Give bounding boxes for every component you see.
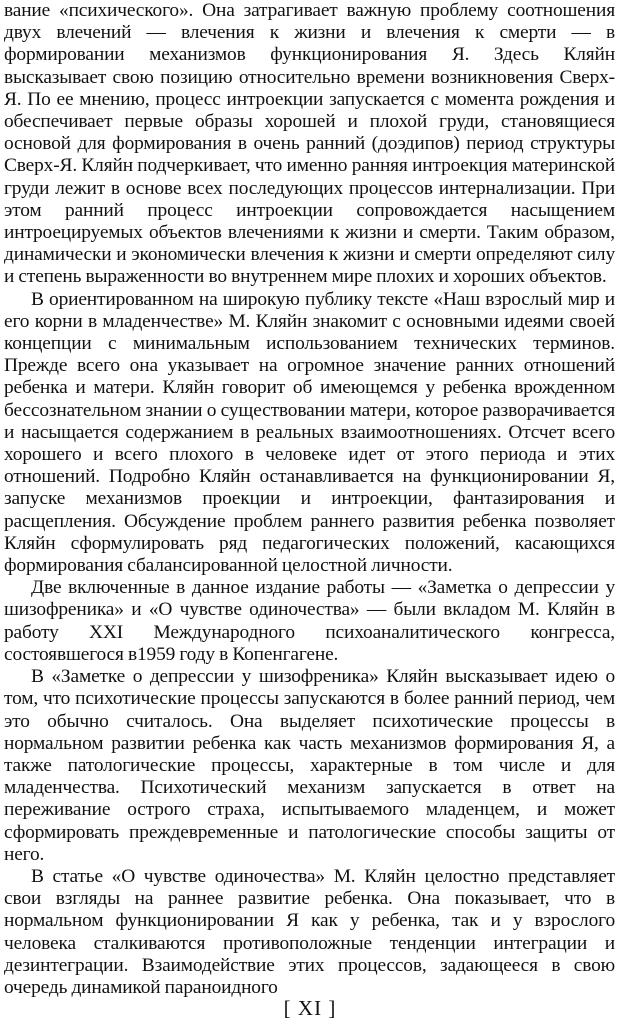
page-number: [ XI ] xyxy=(283,996,337,1020)
paragraph-1: вание «психического». Она затрагивает важную проблему соотношения двух влечений — влечения к жизни и влечения к смерти — в формировании механизмов функционирования Я. Здесь Кляйн высказывает свою позицию относительно времени возникновения Сверх-Я. По ее мнению, процесс интроекции запускается с момента рождения и обеспечивает первые образы хорошей и плохой груди, становящиеся основой для формирования в очень ранний (доэдипов) период структуры Сверх-Я. Кляйн подчеркивает, что именно ранняя интроекция материнской груди лежит в основе всех последующих процессов интернализации. При этом ранний процесс интроекции сопровождается насыщением интроецируемых объектов влечениями к жизни и смерти. Таким образом, динамически и экономически влечения к жизни и смерти определяют силу и степень выраженности во внутреннем мире плохих и хороших объектов. xyxy=(4,0,615,288)
paragraph-2: В ориентированном на широкую публику тексте «Наш взрослый мир и его корни в младенчестве» М. Кляйн знакомит с основными идеями своей концепции с минимальным использованием технических терминов. Прежде всего она указывает на огромное значение ранних отношений ребенка и матери. Кляйн говорит об имеющемся у ребенка врожденном бессознательном знании о существовании матери, которое разворачивается и насыщается содержанием в реальных взаимоотношениях. Отсчет всего хорошего и всего плохого в человеке идет от этого периода и этих отношений. Подробно Кляйн останавливается на функционировании Я, запуске механизмов проекции и интроекции, фантазирования и расщепления. Обсуждение проблем раннего развития ребенка позволяет Кляйн сформулировать ряд педагогических положений, касающихся формирования сбалансированной целостной личности. xyxy=(4,288,615,577)
paragraph-5: В статье «О чувстве одиночества» М. Кляйн целостно представляет свои взгляды на раннее развитие ребенка. Она показывает, что в нормальном функционировании Я как у ребенка, так и у взрослого человека сталкиваются противоположные тенденции интеграции и дезинтеграции. Взаимодействие этих процессов, задающееся в свою очередь динамикой параноидного xyxy=(4,865,615,998)
body-text xyxy=(4,0,615,999)
paragraph-3: Две включенные в данное издание работы — «Заметка о депрессии у шизофреника» и «О чувстве одиночества» — были вкладом М. Кляйн в работу XXI Международного психоаналитического конгресса, состоявшегося в1959 году в Копенгагене. xyxy=(4,577,615,665)
paragraph-4: В «Заметке о депрессии у шизофреника» Кляйн высказывает идею о том, что психотические процессы запускаются в более ранний период, чем это обычно считалось. Она выделяет психотические процессы в нормальном развитии ребенка как часть механизмов формирования Я, а также патологические процессы, характерные в том числе и для младенчества. Психотический механизм запускается в ответ на переживание острого страха, испытываемого младенцем, и может сформировать преждевременные и патологические способы защиты от него. xyxy=(4,666,615,865)
